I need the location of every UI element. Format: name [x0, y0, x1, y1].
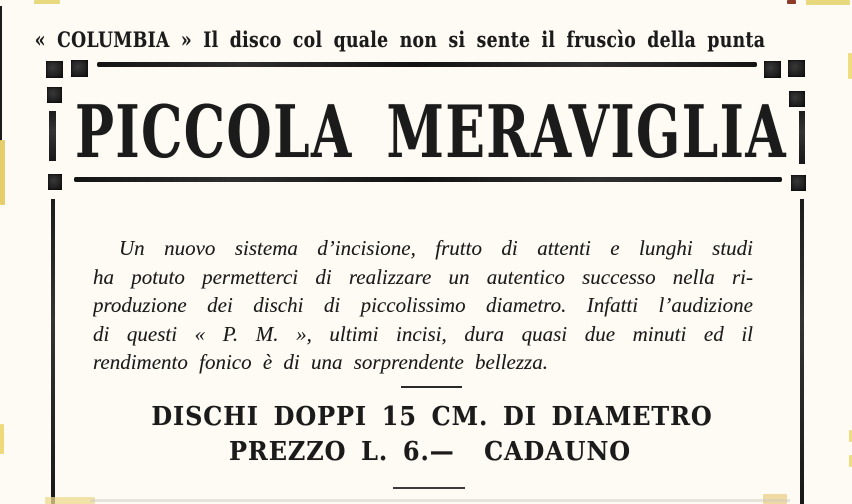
ornament-side-rule-left [51, 199, 55, 504]
body-paragraph [93, 234, 753, 377]
scan-stain [806, 0, 850, 5]
body-line: di questi « P. M. », ultimi incisi, dura quasi due minuti ed il [93, 321, 753, 346]
ornament-square [48, 174, 62, 190]
ornament-side-rule-right [800, 199, 804, 504]
ornament-square [71, 60, 88, 77]
section-divider [401, 386, 462, 388]
ornament-square [788, 60, 805, 77]
scan-stain [0, 140, 5, 205]
title-top-rule [97, 62, 757, 67]
scan-stain [787, 0, 796, 4]
scan-stain [848, 53, 852, 79]
ornament-square [47, 87, 62, 103]
scan-stain [0, 424, 4, 454]
ornament-square [789, 91, 805, 107]
scan-smear [90, 499, 790, 502]
ornament-square [764, 61, 781, 78]
page-title: PICCOLA MERAVIGLIA [74, 89, 788, 174]
body-line: produzione dei dischi di piccolissimo diametro. Infatti l’audizione [93, 293, 753, 318]
product-description: DISCHI DOPPI 15 CM. DI DIAMETRO [151, 402, 713, 432]
price-text: PREZZO L. 6.— CADAUNO [229, 437, 631, 467]
ornament-square [46, 61, 63, 78]
ornament-bar [49, 111, 56, 161]
bottom-divider [393, 487, 465, 489]
body-line: rendimento fonico è di una sorprendente bellezza. [93, 350, 548, 375]
title-bottom-rule [74, 177, 782, 182]
ornament-bar [799, 111, 805, 164]
scan-stain [34, 0, 60, 4]
brand-tagline: « COLUMBIA » Il disco col quale non si sente il fruscìo della punta [34, 27, 766, 52]
body-line: ha potuto permetterci di realizzare un autentico successo nella ri- [93, 264, 753, 289]
body-line: Un nuovo sistema d’incisione, frutto di attenti e lunghi studi [119, 236, 753, 260]
scan-stain [45, 497, 95, 504]
ornament-square [791, 175, 806, 191]
